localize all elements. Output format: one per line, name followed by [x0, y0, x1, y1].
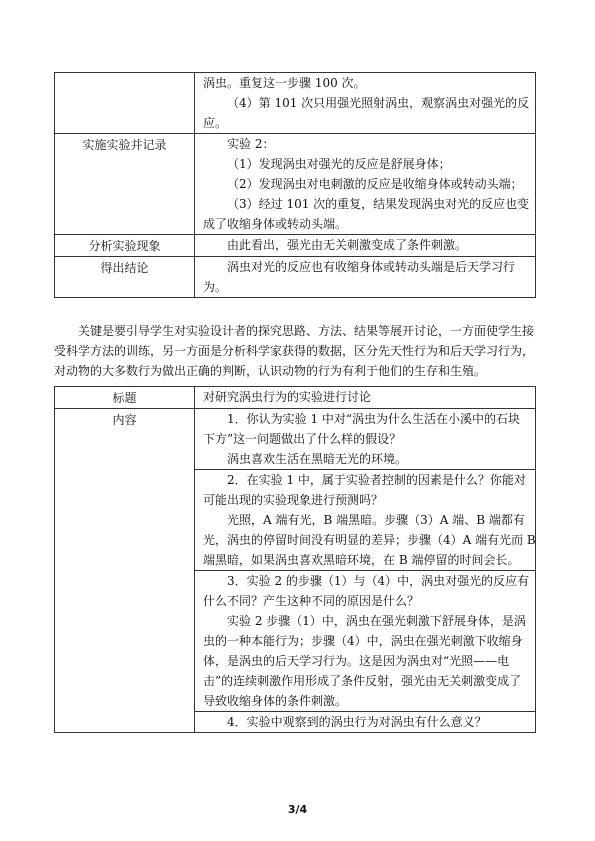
- text-line: 4．实验中观察到的涡虫行为对涡虫有什么意义？: [227, 715, 487, 729]
- text-line: 应。: [203, 116, 228, 130]
- table-row: [55, 409, 536, 470]
- row-content: [195, 387, 536, 409]
- paragraph-line: 关键是要引导学生对实验设计者的探究思路、方法、结果等展开讨论，一方面使学生接: [78, 324, 535, 338]
- paragraph-line: 受科学方法的训练，另一方面是分析科学家获得的数据，区分先天性行为和后天学习行为，: [54, 344, 535, 358]
- text-line: 光，涡虫的停留时间没有明显的差异；步骤（4）A 端有光而 B: [203, 533, 536, 547]
- text-line: 什么不同？产生这种不同的原因是什么？: [203, 594, 420, 608]
- text-line: 虫的一种本能行为；步骤（4）中，涡虫在强光刺激下收缩身: [203, 634, 523, 648]
- text-line: （3）经过 101 次的重复，结果发现涡虫对光的反应也变: [227, 197, 530, 211]
- text-line: 下方”这一问题做出了什么样的假设？: [203, 432, 402, 446]
- text-line: 导致收缩身体的条件刺激。: [203, 694, 348, 708]
- row-content: [195, 134, 536, 235]
- experiment-record-table: [54, 72, 536, 298]
- question-block: [195, 571, 536, 712]
- text-line: 体，是涡虫的后天学习行为。这是因为涡虫对“光照——电: [203, 654, 510, 668]
- text-line: 可能出现的实验现象进行预测吗？: [203, 493, 384, 507]
- table-row: [55, 257, 536, 298]
- table-row: [55, 235, 536, 257]
- page-number: 3/4: [287, 803, 308, 816]
- text-line: （1）发现涡虫对强光的反应是舒展身体；: [227, 157, 451, 171]
- question-block: [195, 470, 536, 571]
- text-line: 端黑暗，如果涡虫喜欢黑暗环境，在 B 端停留的时间会长。: [203, 553, 520, 567]
- row-label: 实施实验并记录: [55, 134, 195, 235]
- row-content: [195, 257, 536, 298]
- text-line: 涡虫喜欢生活在黑暗无光的环境。: [227, 452, 408, 466]
- row-label: [55, 73, 195, 134]
- table-row: [55, 73, 536, 134]
- text-line: 3．实验 2 的步骤（1）与（4）中，涡虫对强光的反应有: [227, 574, 530, 588]
- text-line: 涡虫。重复这一步骤 100 次。: [203, 76, 366, 90]
- paragraph-line: 对动物的大多数行为做出正确的判断，认识动物的行为有利于他们的生存和生殖。: [54, 364, 487, 378]
- discussion-title: 对研究涡虫行为的实验进行讨论: [203, 390, 372, 404]
- text-line: 涡虫对光的反应也有收缩身体或转动头端是后天学习行: [227, 260, 516, 274]
- table-row: [55, 387, 536, 409]
- row-label: 分析实验现象: [55, 235, 195, 257]
- text-line: 2．在实验 1 中，属于实验者控制的因素是什么？你能对: [227, 473, 526, 487]
- discussion-table: [54, 386, 536, 733]
- table-row: [55, 134, 536, 235]
- text-line: （4）第 101 次只用强光照射涡虫，观察涡虫对强光的反: [227, 96, 530, 110]
- text-line: 实验 2：: [227, 137, 275, 151]
- text-line: 1．你认为实验 1 中对“涡虫为什么生活在小溪中的石块: [227, 412, 521, 426]
- row-content: [195, 235, 536, 257]
- text-line: 由此看出，强光由无关刺激变成了条件刺激。: [227, 238, 468, 252]
- text-line: 光照，A 端有光，B 端黑暗。步骤（3）A 端、B 端都有: [227, 513, 525, 527]
- text-line: 实验 2 步骤（1）中，涡虫在强光刺激下舒展身体，是涡: [227, 614, 526, 628]
- question-block: [195, 409, 536, 470]
- row-content: [195, 73, 536, 134]
- row-label: 得出结论: [55, 257, 195, 298]
- text-line: 击”的连续刺激作用形成了条件反射，强光由无关刺激变成了: [203, 674, 522, 688]
- row-label: 内容: [55, 409, 195, 733]
- row-label: 标题: [55, 387, 195, 409]
- text-line: （2）发现涡虫对电刺激的反应是收缩身体或转动头端；: [227, 177, 523, 191]
- text-line: 为。: [203, 280, 228, 294]
- text-line: 成了收缩身体或转动头端。: [203, 217, 348, 231]
- question-block: [195, 712, 536, 733]
